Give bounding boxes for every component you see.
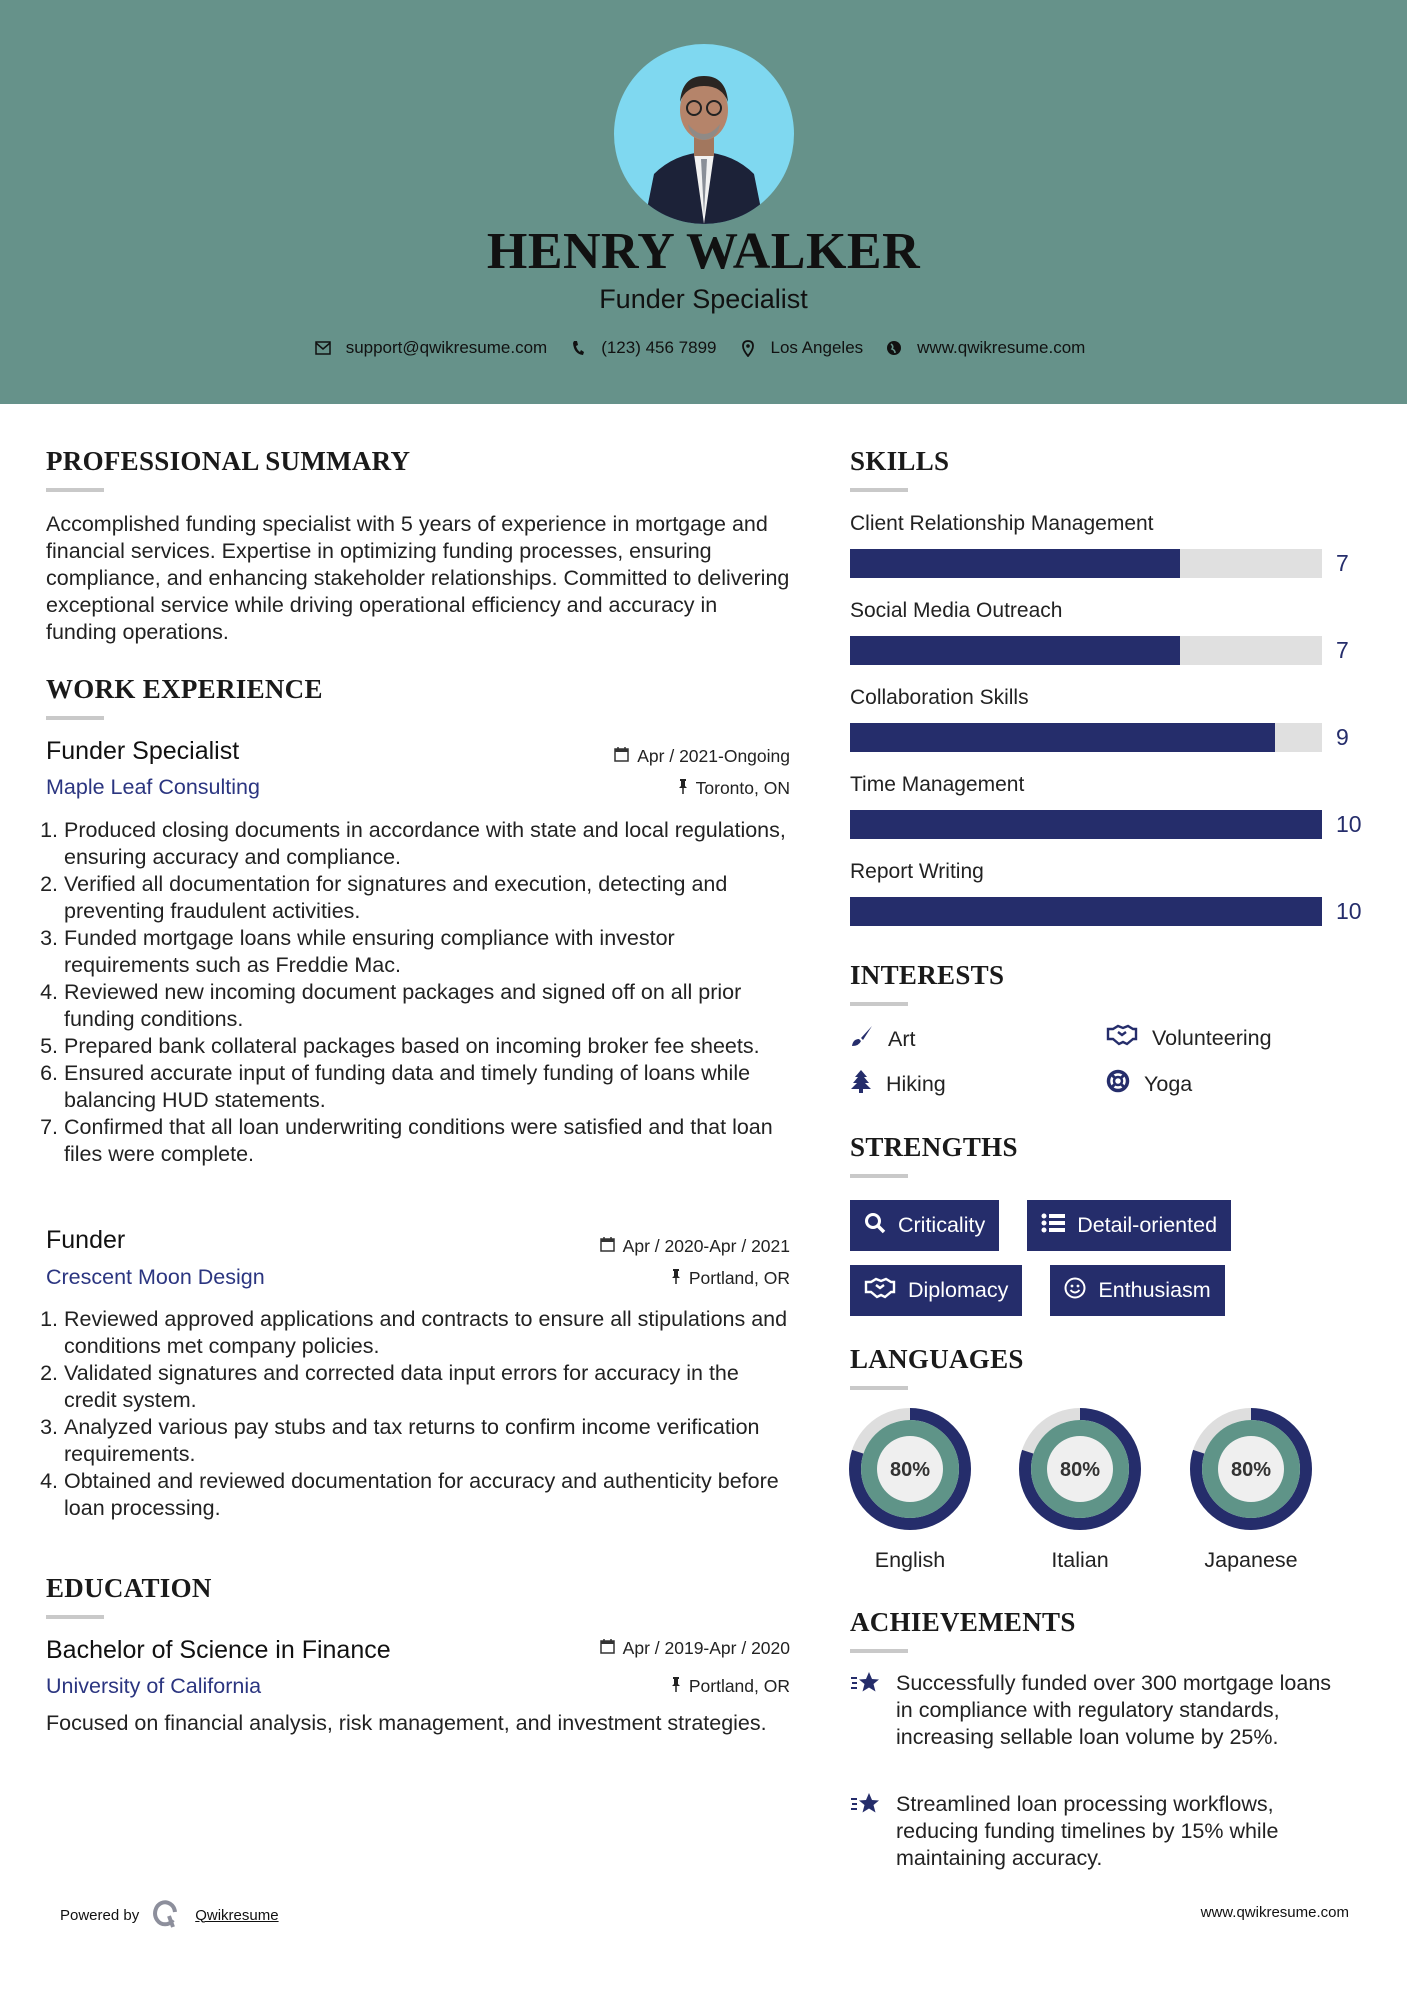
- candidate-title: Funder Specialist: [599, 284, 808, 314]
- language-percent: 80%: [1059, 1459, 1101, 1481]
- skill-level: 10: [1336, 811, 1362, 837]
- contact-location: [739, 338, 864, 358]
- job-responsibilities: [46, 1306, 790, 1522]
- interest-label: Art: [888, 1026, 916, 1051]
- star-icon: [850, 1670, 882, 1751]
- achievement-item: [850, 1791, 1350, 1872]
- education-heading: EDUCATION: [46, 1573, 212, 1603]
- list-item: 5. Prepared bank collateral packages based on incoming broker fee sheets.: [64, 1033, 790, 1060]
- skill-bar: [850, 897, 1322, 926]
- language-label: Japanese: [1204, 1548, 1298, 1572]
- skill-label: Collaboration Skills: [850, 686, 1029, 709]
- skill-level: 9: [1336, 724, 1349, 750]
- achievements-heading: ACHIEVEMENTS: [850, 1607, 1076, 1637]
- job-location-text: Toronto, ON: [695, 778, 790, 798]
- resume-header: [0, 0, 1407, 404]
- strength-label: Diplomacy: [908, 1278, 1009, 1302]
- strengths-list: [850, 1200, 1350, 1316]
- job-location-text: Portland, OR: [688, 1268, 790, 1288]
- interest-label: Yoga: [1144, 1071, 1193, 1096]
- language-percent: 80%: [1230, 1459, 1272, 1481]
- job-dates: [470, 1236, 790, 1257]
- qwikresume-logo-icon: [153, 1898, 181, 1932]
- section-divider: [46, 1615, 104, 1619]
- section-divider: [46, 716, 104, 720]
- skill-label: Report Writing: [850, 860, 984, 883]
- globe-icon: [885, 339, 903, 357]
- section-divider: [850, 1649, 908, 1653]
- list-item: 3. Analyzed various pay stubs and tax returns to confirm income verification requirements.: [64, 1414, 790, 1468]
- candidate-name: HENRY WALKER: [486, 223, 921, 280]
- strength-chip: [850, 1200, 999, 1251]
- summary-text: Accomplished funding specialist with 5 years of experience in mortgage and financial services. Expertise in optimizing funding processes, ensuring compliance, and enhancing stakeholder relationships. Committed to delivering exceptional service while driving operational efficiency and accuracy in funding operations.: [46, 512, 790, 644]
- company-name: Crescent Moon Design: [46, 1265, 265, 1289]
- section-divider: [850, 1002, 908, 1006]
- skill-bar-fill: [850, 636, 1180, 665]
- strength-chip: [850, 1265, 1022, 1316]
- strength-label: Criticality: [898, 1213, 986, 1237]
- summary-heading: PROFESSIONAL SUMMARY: [46, 446, 411, 476]
- strength-chip: [1027, 1200, 1231, 1251]
- education-description: Focused on financial analysis, risk management, and investment strategies.: [46, 1711, 767, 1735]
- language-item: [1015, 1407, 1145, 1573]
- search-icon: [864, 1212, 886, 1240]
- skill-label: Time Management: [850, 773, 1025, 796]
- email-text: support@qwikresume.com: [345, 338, 548, 357]
- interest-hiking: [850, 1069, 946, 1099]
- achievement-item: [850, 1670, 1350, 1751]
- language-donut: [1015, 1407, 1145, 1531]
- languages-heading: LANGUAGES: [850, 1344, 1024, 1374]
- job-dates: [470, 746, 790, 767]
- interest-label: Hiking: [886, 1071, 946, 1096]
- location-text: Los Angeles: [770, 338, 864, 357]
- school-name: University of California: [46, 1674, 262, 1698]
- interest-volunteering: [1106, 1024, 1272, 1052]
- achievement-text: Streamlined loan processing workflows, reducing funding timelines by 15% while maintaining accuracy.: [896, 1792, 1279, 1870]
- job-location: [470, 1268, 790, 1289]
- language-label: Italian: [1051, 1548, 1109, 1572]
- paintbrush-icon: [850, 1024, 874, 1054]
- interest-label: Volunteering: [1152, 1025, 1272, 1050]
- star-icon: [850, 1791, 882, 1872]
- company-name: Maple Leaf Consulting: [46, 775, 260, 799]
- skill-label: Client Relationship Management: [850, 512, 1154, 535]
- skill-bar-fill: [850, 549, 1180, 578]
- interest-yoga: [1106, 1069, 1192, 1099]
- language-donut: [845, 1407, 975, 1531]
- job-dates-text: Apr / 2021-Ongoing: [637, 746, 790, 766]
- list-item: 4. Obtained and reviewed documentation for accuracy and authenticity before loan processing.: [64, 1468, 790, 1522]
- tree-icon: [850, 1069, 872, 1099]
- handshake-icon: [864, 1277, 896, 1305]
- smile-icon: [1064, 1277, 1086, 1305]
- list-item: 2. Validated signatures and corrected data input errors for accuracy in the credit system.: [64, 1360, 790, 1414]
- strength-label: Enthusiasm: [1098, 1278, 1211, 1302]
- skill-bar-fill: [850, 810, 1322, 839]
- pushpin-icon: [678, 778, 688, 799]
- contact-bar: [0, 338, 1407, 358]
- job-dates-text: Apr / 2020-Apr / 2021: [622, 1236, 790, 1256]
- list-item: 2. Verified all documentation for signatures and execution, detecting and preventing fraudulent activities.: [64, 871, 790, 925]
- handshake-icon: [1106, 1024, 1138, 1052]
- section-divider: [46, 488, 104, 492]
- envelope-icon: [314, 339, 332, 357]
- education-dates-text: Apr / 2019-Apr / 2020: [622, 1638, 790, 1658]
- website-text: www.qwikresume.com: [917, 338, 1086, 357]
- education-dates: [470, 1638, 790, 1659]
- list-item: 4. Reviewed new incoming document packages and signed off on all prior funding conditions.: [64, 979, 790, 1033]
- profile-photo: [614, 44, 794, 224]
- job-title: Funder: [46, 1226, 126, 1254]
- skill-level: 7: [1336, 550, 1349, 576]
- job-title: Funder Specialist: [46, 737, 240, 765]
- skill-bar-fill: [850, 897, 1322, 926]
- skill-label: Social Media Outreach: [850, 599, 1063, 622]
- footer-branding: [60, 1898, 279, 1932]
- list-icon: [1041, 1213, 1065, 1239]
- skill-bar: [850, 723, 1322, 752]
- strengths-heading: STRENGTHS: [850, 1132, 1018, 1162]
- job-location: [470, 778, 790, 799]
- calendar-icon: [600, 1236, 615, 1257]
- language-item: [1186, 1407, 1316, 1573]
- contact-phone[interactable]: [569, 338, 716, 358]
- qwikresume-link[interactable]: Qwikresume: [195, 1906, 279, 1924]
- calendar-icon: [600, 1638, 615, 1659]
- skill-level: 7: [1336, 637, 1349, 663]
- pushpin-icon: [671, 1268, 681, 1289]
- footer-website-link[interactable]: www.qwikresume.com: [1200, 1904, 1349, 1921]
- phone-text: (123) 456 7899: [601, 338, 717, 357]
- section-divider: [850, 488, 908, 492]
- powered-by-text: Powered by: [60, 1906, 140, 1924]
- skill-level: 10: [1336, 898, 1362, 924]
- calendar-icon: [614, 746, 629, 767]
- list-item: 6. Ensured accurate input of funding data and timely funding of loans while balancing HUD statements.: [64, 1060, 790, 1114]
- list-item: 1. Reviewed approved applications and contracts to ensure all stipulations and conditions met company policies.: [64, 1306, 790, 1360]
- strength-label: Detail-oriented: [1077, 1213, 1218, 1237]
- education-location: [470, 1676, 790, 1697]
- work-experience-heading: WORK EXPERIENCE: [46, 674, 323, 704]
- interest-art: [850, 1024, 915, 1054]
- list-item: 1. Produced closing documents in accordance with state and local regulations, ensuring accuracy and compliance.: [64, 817, 790, 871]
- degree-title: Bachelor of Science in Finance: [46, 1636, 391, 1664]
- achievement-text: Successfully funded over 300 mortgage loans in compliance with regulatory standards, increasing sellable loan volume by 25%.: [896, 1671, 1332, 1749]
- skill-bar-fill: [850, 723, 1275, 752]
- contact-website[interactable]: [885, 338, 1085, 358]
- job-responsibilities: [46, 817, 790, 1168]
- section-divider: [850, 1174, 908, 1178]
- skills-heading: SKILLS: [850, 446, 950, 476]
- contact-email[interactable]: [314, 338, 548, 358]
- language-percent: 80%: [889, 1459, 931, 1481]
- map-marker-icon: [739, 339, 757, 357]
- interests-heading: INTERESTS: [850, 960, 1005, 990]
- skill-bar: [850, 549, 1322, 578]
- language-label: English: [874, 1548, 946, 1572]
- list-item: 7. Confirmed that all loan underwriting conditions were satisfied and that loan files were complete.: [64, 1114, 790, 1168]
- skill-bar: [850, 810, 1322, 839]
- pushpin-icon: [671, 1676, 681, 1697]
- phone-icon: [569, 339, 587, 357]
- education-location-text: Portland, OR: [688, 1676, 790, 1696]
- section-divider: [850, 1386, 908, 1390]
- language-item: [845, 1407, 975, 1573]
- skill-bar: [850, 636, 1322, 665]
- strength-chip: [1050, 1265, 1224, 1316]
- lifebuoy-icon: [1106, 1069, 1130, 1099]
- list-item: 3. Funded mortgage loans while ensuring compliance with investor requirements such as Freddie Mac.: [64, 925, 790, 979]
- language-donut: [1186, 1407, 1316, 1531]
